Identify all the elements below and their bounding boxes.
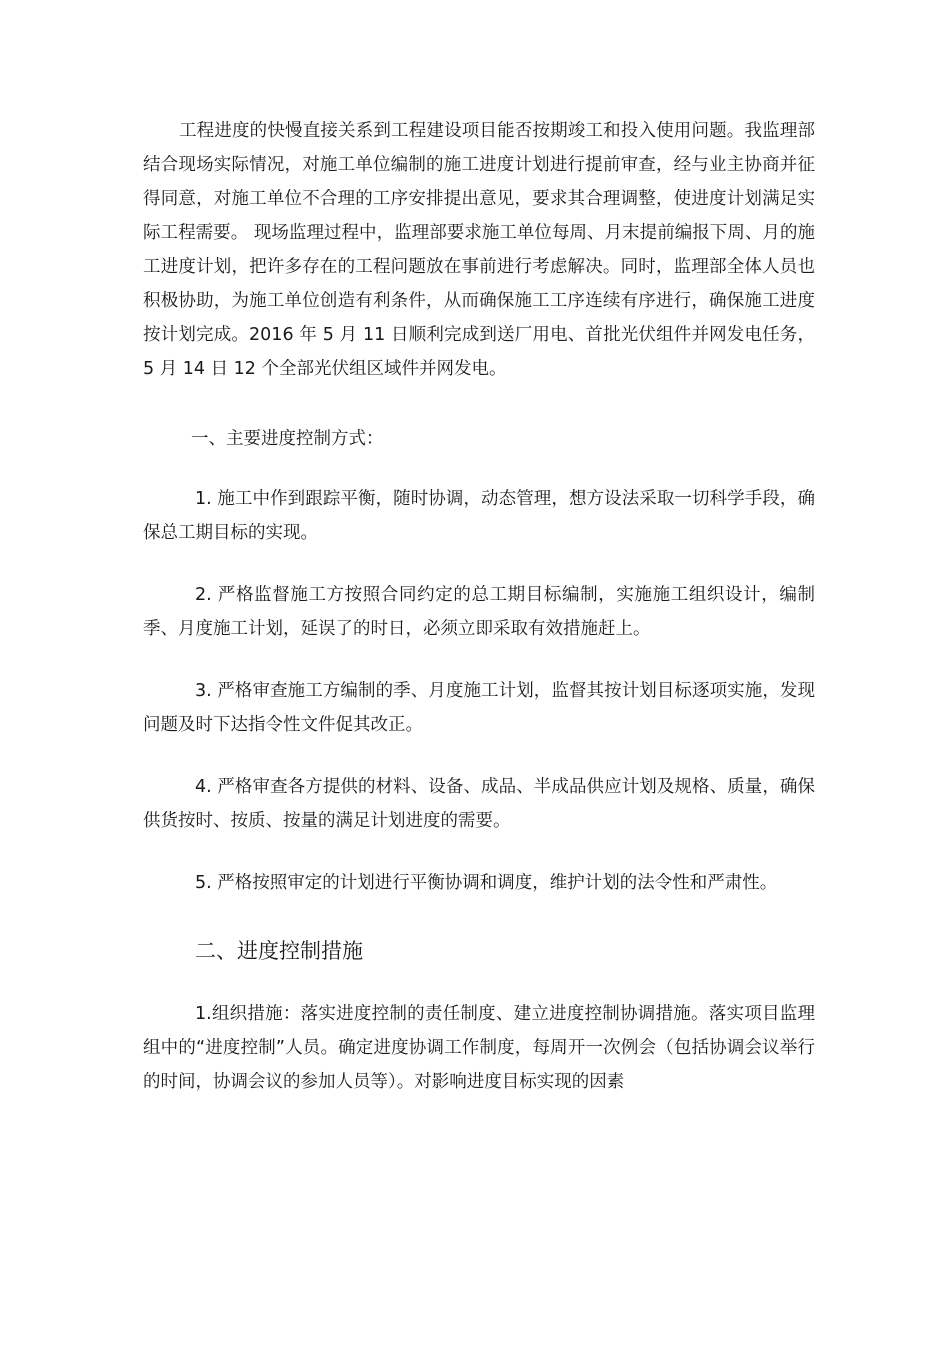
- list-item: 1.组织措施：落实进度控制的责任制度、建立进度控制协调措施。落实项目监理组中的“进度控制”人员。确定进度协调工作制度，每周开一次例会（包括协调会议举行的时间，协调会议的参加人员等）。对影响进度目标实现的因素: [143, 1004, 815, 1092]
- list-item: 2. 严格监督施工方按照合同约定的总工期目标编制，实施施工组织设计，编制季、月度施工计划，延误了的时日，必须立即采取有效措施赶上。: [143, 585, 815, 639]
- section-heading-progress-measures: 二、进度控制措施: [195, 939, 363, 963]
- list-item: 3. 严格审查施工方编制的季、月度施工计划，监督其按计划目标逐项实施，发现问题及时下达指令性文件促其改正。: [143, 681, 815, 735]
- list-item: 4. 严格审查各方提供的材料、设备、成品、半成品供应计划及规格、质量，确保供货按时、按质、按量的满足计划进度的需要。: [143, 777, 815, 831]
- intro-paragraph: 工程进度的快慢直接关系到工程建设项目能否按期竣工和投入使用问题。我监理部结合现场实际情况，对施工单位编制的施工进度计划进行提前审查，经与业主协商并征得同意，对施工单位不合理的工序安排提出意见，要求其合理调整，使进度计划满足实际工程需要。 现场监理过程中，监理部要求施工单位每周、月末提前编报下周、月的施工进度计划，把许多存在的工程问题放在事前进行考虑解决。同时，监理部全体人员也积极协助，为施工单位创造有利条件，从而确保施工工序连续有序进行，确保施工进度按计划完成。2016 年 5 月 11 日顺利完成到送厂用电、首批光伏组件并网发电任务，5 月 14 日 12 个全部光伏组区域件并网发电。: [143, 121, 815, 379]
- list-item: 1. 施工中作到跟踪平衡，随时协调，动态管理，想方设法采取一切科学手段，确保总工期目标的实现。: [143, 489, 815, 543]
- list-item: 5. 严格按照审定的计划进行平衡协调和调度，维护计划的法令性和严肃性。: [195, 873, 778, 893]
- document-body: [143, 114, 815, 1099]
- section-heading-main-progress-control: 一、主要进度控制方式：: [191, 429, 384, 449]
